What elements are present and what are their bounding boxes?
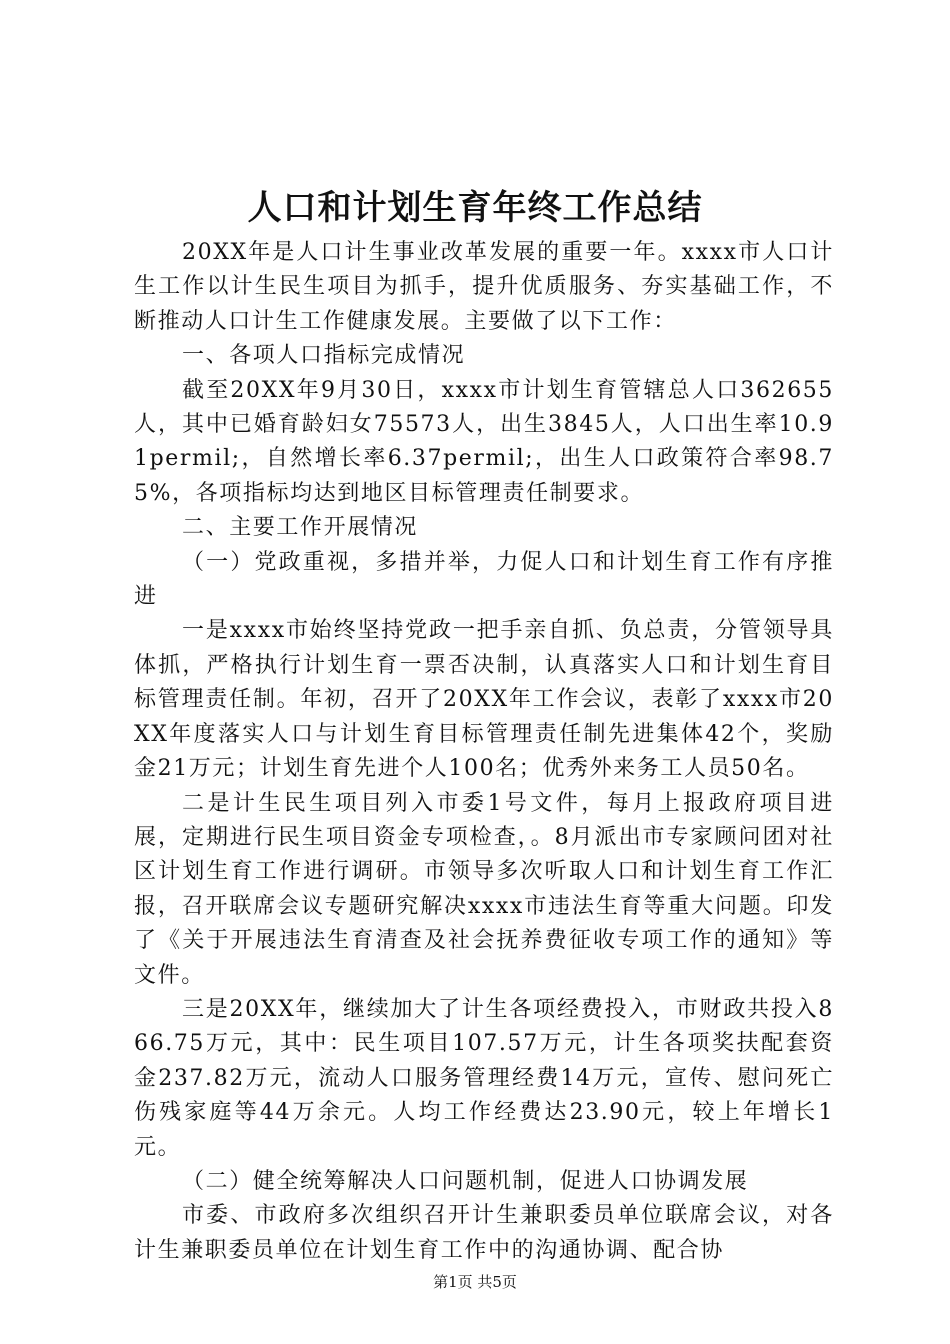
subsection-heading-1: （一）党政重视，多措并举，力促人口和计划生育工作有序推进 [134, 549, 834, 610]
document-title: 人口和计划生育年终工作总结 [247, 188, 703, 228]
paragraph-intro: 20XX年是人口计生事业改革发展的重要一年。xxxx市人口计生工作以计生民生项目为抓手，提升优质服务、夯实基础工作，不断推动人口计生工作健康发展。主要做了以下工作： [134, 240, 834, 334]
document-body [134, 236, 834, 1268]
page-footer: 第1页 共5页 [433, 1273, 517, 1291]
section-heading-2: 二、主要工作开展情况 [182, 515, 419, 541]
paragraph-indicators: 截至20XX年9月30日，xxxx市计划生育管辖总人口362655人，其中已婚育龄妇女75573人，出生3845人，人口出生率10.91permil;，自然增长率6.37permil;，出生人口政策符合率98.75%，各项指标均达到地区目标管理责任制要求。 [134, 377, 834, 506]
paragraph-second-point: 二是计生民生项目列入市委1号文件，每月上报政府项目进展，定期进行民生项目资金专项检查，。8月派出市专家顾问团对社区计划生育工作进行调研。市领导多次听取人口和计划生育工作汇报，召开联席会议专题研究解决xxxx市违法生育等重大问题。印发了《关于开展违法生育清查及社会抚养费征收专项工作的通知》等文件。 [134, 790, 834, 988]
subsection-heading-2: （二）健全统筹解决人口问题机制，促进人口协调发展 [182, 1168, 749, 1194]
paragraph-coordination: 市委、市政府多次组织召开计生兼职委员单位联席会议，对各计生兼职委员单位在计划生育工作中的沟通协调、配合协 [134, 1203, 834, 1263]
section-heading-1: 一、各项人口指标完成情况 [182, 343, 466, 369]
paragraph-third-point: 三是20XX年，继续加大了计生各项经费投入，市财政共投入866.75万元，其中：民生项目107.57万元，计生各项奖扶配套资金237.82万元，流动人口服务管理经费14万元，宣传、慰问死亡伤残家庭等44万余元。人均工作经费达23.90元，较上年增长1元。 [134, 996, 834, 1160]
paragraph-first-point: 一是xxxx市始终坚持党政一把手亲自抓、负总责，分管领导具体抓，严格执行计划生育一票否决制，认真落实人口和计划生育目标管理责任制。年初，召开了20XX年工作会议，表彰了xxxx市20XX年度落实人口与计划生育目标管理责任制先进集体42个，奖励金21万元；计划生育先进个人100名；优秀外来务工人员50名。 [134, 618, 834, 782]
